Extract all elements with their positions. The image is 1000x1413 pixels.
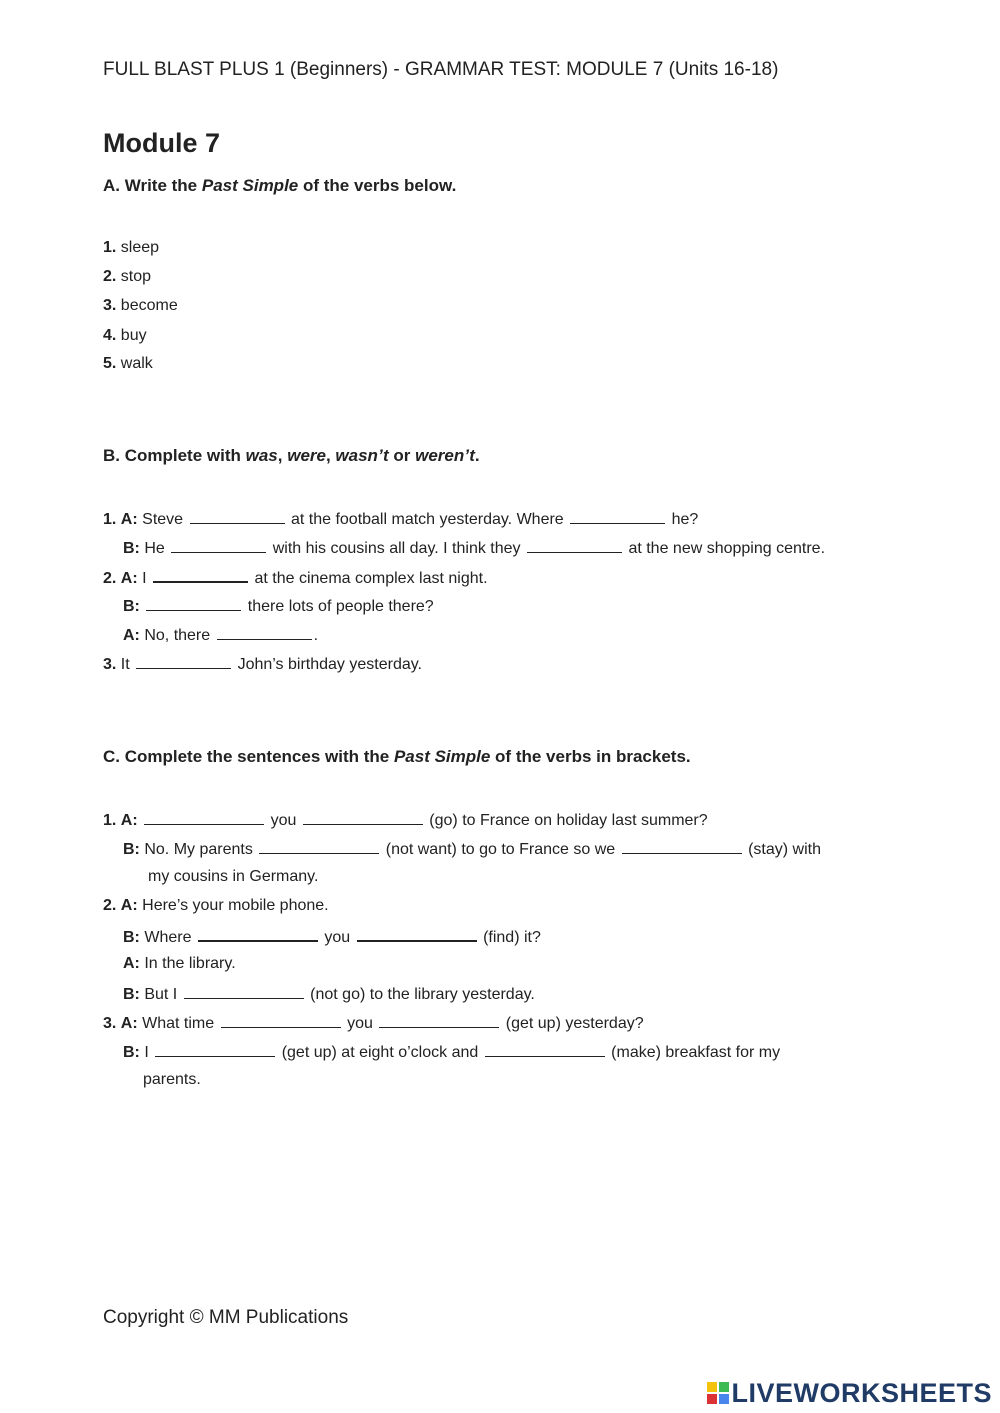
question-c3-b: B: I (get up) at eight o’clock and (make) breakfast for my	[123, 1044, 781, 1061]
list-item: 4. buy	[103, 327, 147, 344]
answer-blank[interactable]	[217, 625, 312, 640]
answer-blank[interactable]	[146, 596, 241, 611]
copyright: Copyright © MM Publications	[103, 1307, 349, 1328]
question-b2-b: B: there lots of people there?	[123, 598, 434, 615]
answer-blank[interactable]	[570, 509, 665, 524]
answer-blank[interactable]	[379, 1013, 499, 1028]
list-item: 3. become	[103, 297, 178, 314]
liveworksheets-logo-icon	[707, 1382, 729, 1404]
liveworksheets-brand[interactable]	[707, 1378, 992, 1409]
section-c-title: C. Complete the sentences with the Past Simple of the verbs in brackets.	[103, 747, 691, 766]
question-c1-a: 1. A: you (go) to France on holiday last summer?	[103, 812, 708, 829]
answer-blank[interactable]	[527, 538, 622, 553]
section-a-italic: Past Simple	[201, 176, 299, 195]
answer-blank[interactable]	[171, 538, 266, 553]
brand-text: LIVEWORKSHEETS	[731, 1378, 992, 1408]
answer-blank[interactable]	[198, 926, 318, 942]
question-b1-a: 1. A: Steve at the football match yesterday. Where he?	[103, 511, 699, 528]
question-c2-c: A: In the library.	[123, 955, 236, 972]
question-c1-b: B: No. My parents (not want) to go to France so we (stay) with	[123, 841, 821, 858]
list-item: 1. sleep	[103, 239, 160, 256]
section-a-prefix: A. Write the	[103, 176, 202, 195]
answer-blank[interactable]	[622, 839, 742, 854]
question-b2-a: 2. A: I at the cinema complex last night.	[103, 567, 488, 588]
page-header: FULL BLAST PLUS 1 (Beginners) - GRAMMAR TEST: MODULE 7 (Units 16-18)	[103, 59, 779, 80]
answer-blank[interactable]	[259, 839, 379, 854]
question-b3: 3. It John’s birthday yesterday.	[103, 656, 422, 673]
question-c2-b: B: Where you (find) it?	[123, 926, 541, 947]
list-item: 2. stop	[103, 268, 152, 285]
question-c1-b-cont: my cousins in Germany.	[148, 868, 319, 885]
answer-blank[interactable]	[357, 926, 477, 942]
question-c2-d: B: But I (not go) to the library yesterday.	[123, 986, 535, 1003]
section-a-title	[103, 176, 456, 196]
list-item: 5. walk	[103, 355, 153, 372]
page-title: Module 7	[103, 128, 221, 158]
answer-blank[interactable]	[221, 1013, 341, 1028]
answer-blank[interactable]	[155, 1042, 275, 1057]
section-a-suffix: of the verbs below.	[298, 176, 457, 195]
question-c2-a: 2. A: Here’s your mobile phone.	[103, 897, 329, 914]
answer-blank[interactable]	[485, 1042, 605, 1057]
answer-blank[interactable]	[153, 567, 248, 583]
answer-blank[interactable]	[303, 810, 423, 825]
answer-blank[interactable]	[136, 654, 231, 669]
section-b-title: B. Complete with was, were, wasn’t or weren’t.	[103, 446, 480, 465]
answer-blank[interactable]	[184, 984, 304, 999]
question-b1-b: B: He with his cousins all day. I think they at the new shopping centre.	[123, 540, 826, 557]
answer-blank[interactable]	[190, 509, 285, 524]
question-c3-b-cont: parents.	[143, 1071, 201, 1088]
question-c3-a: 3. A: What time you (get up) yesterday?	[103, 1015, 644, 1032]
question-b2-c: A: No, there .	[123, 627, 319, 644]
answer-blank[interactable]	[144, 810, 264, 825]
